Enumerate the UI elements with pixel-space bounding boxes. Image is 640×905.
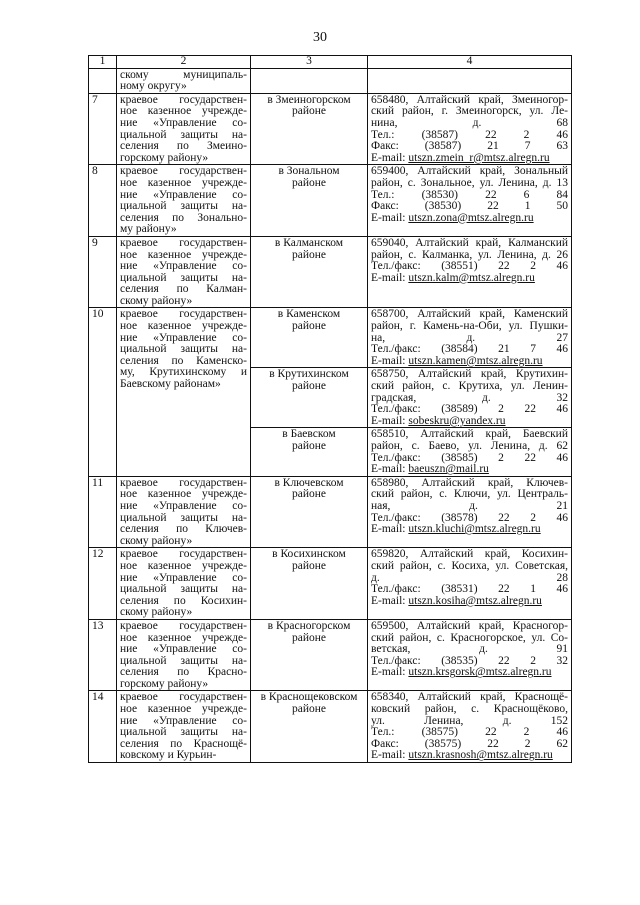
institution-name <box>117 308 251 476</box>
institution-name <box>117 691 251 763</box>
email-link[interactable]: sobeskru@yandex.ru <box>408 415 506 427</box>
row-number: 8 <box>89 165 117 237</box>
contact-line: E-mail: utszn.zona@mtsz.alregn.ru <box>371 212 534 224</box>
institution-name-line: циальной защиты на- <box>120 727 247 739</box>
column-number-2: 2 <box>117 56 251 69</box>
institutions-table <box>88 55 572 763</box>
district-name <box>251 476 368 548</box>
contact-details <box>368 476 572 548</box>
contact-line: нина, д. 68 <box>371 117 568 129</box>
table-row <box>89 619 572 691</box>
institution-name-line: скому району» <box>120 535 193 547</box>
contact-details <box>368 428 572 476</box>
contact-line: Тел./факс: (38585) 2 22 46 <box>371 452 568 464</box>
institution-name-line: ное казенное учрежде- <box>120 321 247 333</box>
contact-line: ная, д. 21 <box>371 500 568 512</box>
contact-line: E-mail: utszn.kosiha@mtsz.alregn.ru <box>371 595 542 607</box>
contact-line: E-mail: baeuszn@mail.ru <box>371 464 489 476</box>
institution-name-line: ное казенное учрежде- <box>120 489 247 501</box>
email-link[interactable]: utszn.krsgorsk@mtsz.alregn.ru <box>408 667 552 679</box>
district-name <box>251 68 368 93</box>
contact-details <box>368 165 572 237</box>
column-number-1: 1 <box>89 56 117 69</box>
district-name-line: в Косихинском <box>272 549 346 561</box>
district-name-line: районе <box>291 489 327 501</box>
institution-name-line: ковскому и Курьин- <box>120 750 217 762</box>
contact-line: ский район, с. Красногорское, ул. Со- <box>371 632 568 644</box>
district-name <box>251 619 368 691</box>
email-link[interactable]: utszn.kamen@mtsz.alregn.ru <box>408 355 543 367</box>
column-number-3: 3 <box>251 56 368 69</box>
row-number: 13 <box>89 619 117 691</box>
district-name-line: в Змеиногорском <box>267 94 351 106</box>
contact-line: E-mail: utszn.kalm@mtsz.alregn.ru <box>371 272 535 284</box>
district-name <box>251 93 368 165</box>
institution-name-line: циальной защиты на- <box>120 201 247 213</box>
email-link[interactable]: baeuszn@mail.ru <box>408 464 489 476</box>
institution-name-line: краевое государствен- <box>120 166 247 178</box>
institution-name <box>117 236 251 308</box>
institution-name-line: селения по Змеино- <box>120 141 247 153</box>
institution-name-line: циальной защиты на- <box>120 272 247 284</box>
institution-name-line: селения по Краснощё- <box>120 738 247 750</box>
district-name <box>251 428 368 476</box>
contact-line: E-mail: utszn.kluchi@mtsz.alregn.ru <box>371 524 541 536</box>
contact-line: E-mail: sobeskru@yandex.ru <box>371 415 506 427</box>
institution-name-line: скому району» <box>120 295 193 307</box>
email-link[interactable]: utszn.zona@mtsz.alregn.ru <box>408 212 534 224</box>
institution-name-line: краевое государствен- <box>120 620 247 632</box>
institution-name <box>117 93 251 165</box>
contact-line: Тел./факс: (38578) 22 2 46 <box>371 512 568 524</box>
contact-line: 659820, Алтайский край, Косихин- <box>371 549 568 561</box>
institution-name-line: му району» <box>120 224 177 236</box>
contact-line: район, с. Зональное, ул. Ленина, д. 13 <box>371 177 568 189</box>
contact-line: 658750, Алтайский край, Крутихин- <box>371 369 568 381</box>
row-number: 12 <box>89 548 117 620</box>
table-row <box>89 476 572 548</box>
institution-name-line: ние «Управление со- <box>120 261 247 273</box>
contact-line: район, с. Калманка, ул. Ленина, д. 26 <box>371 249 568 261</box>
contact-line: 659400, Алтайский край, Зональный <box>371 166 568 178</box>
institution-name <box>117 165 251 237</box>
district-name <box>251 308 368 368</box>
table-row <box>89 68 572 93</box>
district-name-line: районе <box>291 560 327 572</box>
institution-name-line: ное казенное учрежде- <box>120 632 247 644</box>
contact-line: ветская, д. 91 <box>371 644 568 656</box>
contact-line: ский район, с. Крутиха, ул. Ленин- <box>371 381 568 393</box>
district-name <box>251 368 368 428</box>
email-link[interactable]: utszn.kalm@mtsz.alregn.ru <box>408 272 535 284</box>
institution-name-line: циальной защиты на- <box>120 129 247 141</box>
institution-name-line: циальной защиты на- <box>120 344 247 356</box>
row-number <box>89 68 117 93</box>
contact-details <box>368 308 572 368</box>
institution-name-line: ное казенное учрежде- <box>120 106 247 118</box>
district-name-line: районе <box>291 704 327 716</box>
institution-name <box>117 68 251 93</box>
page-number: 30 <box>313 30 327 45</box>
table-body <box>89 68 572 762</box>
institution-name-line: ное казенное учрежде- <box>120 177 247 189</box>
district-name <box>251 691 368 763</box>
contact-line: ул. Ленина, д. 152 <box>371 715 568 727</box>
contact-line: градская, д. 32 <box>371 392 568 404</box>
institution-name-line: ние «Управление со- <box>120 572 247 584</box>
institution-name-line: циальной защиты на- <box>120 655 247 667</box>
row-number: 14 <box>89 691 117 763</box>
institution-name-line: горскому району» <box>120 152 209 164</box>
column-number-row <box>89 56 572 69</box>
institution-name-line: ние «Управление со- <box>120 644 247 656</box>
institution-name <box>117 548 251 620</box>
contact-line: Тел.: (38575) 22 2 46 <box>371 727 568 739</box>
contact-details <box>368 93 572 165</box>
institution-name-line: краевое государствен- <box>120 692 247 704</box>
institution-name-line: краевое государствен- <box>120 477 247 489</box>
contact-line: Тел./факс: (38551) 22 2 46 <box>371 261 568 273</box>
institution-name-line: селения по Зонально- <box>120 212 247 224</box>
contact-line: Тел./факс: (38531) 22 1 46 <box>371 584 568 596</box>
institution-name-line: горскому району» <box>120 678 209 690</box>
contact-line: Факс: (38587) 21 7 63 <box>371 141 568 153</box>
institution-name-line: краевое государствен- <box>120 94 247 106</box>
institution-name-line: ное казенное учрежде- <box>120 704 247 716</box>
institution-name-line: селения по Косихин- <box>120 595 247 607</box>
table-row <box>89 691 572 763</box>
district-name-line: в Красногорском <box>267 620 351 632</box>
institution-name-line: Баевскому районам» <box>120 379 221 391</box>
contact-line: Тел./факс: (38584) 21 7 46 <box>371 344 568 356</box>
email-link[interactable]: utszn.kosiha@mtsz.alregn.ru <box>408 595 542 607</box>
district-name-line: в Калманском <box>274 237 344 249</box>
table-row <box>89 165 572 237</box>
contact-details <box>368 619 572 691</box>
contact-details <box>368 691 572 763</box>
institution-name-line: ние «Управление со- <box>120 715 247 727</box>
institution-name-line: краевое государствен- <box>120 549 247 561</box>
contact-line: район, г. Камень-на-Оби, ул. Пушки- <box>371 321 568 333</box>
contact-details <box>368 548 572 620</box>
contact-line: 659040, Алтайский край, Калманский <box>371 237 568 249</box>
contact-line: Тел.: (38587) 22 2 46 <box>371 129 568 141</box>
institution-name-line: ному округу» <box>120 81 187 93</box>
district-name-line: в Краснощековском <box>260 692 358 704</box>
district-name-line: районе <box>291 632 327 644</box>
district-name-line: в Каменском <box>277 309 341 321</box>
district-name-line: районе <box>291 106 327 118</box>
district-name-line: в Зональном <box>278 166 340 178</box>
institution-name-line: селения по Ключев- <box>120 524 247 536</box>
contact-line: ковский район, с. Краснощёково, <box>371 704 568 716</box>
email-link[interactable]: utszn.zmein_r@mtsz.alregn.ru <box>408 152 550 164</box>
institution-name-line: краевое государствен- <box>120 237 247 249</box>
institution-name-line: скому району» <box>120 607 193 619</box>
district-name-line: в Крутихинском <box>269 369 349 381</box>
contact-line: 658980, Алтайский край, Ключев- <box>371 477 568 489</box>
institution-name-line: ние «Управление со- <box>120 189 247 201</box>
contact-details <box>368 368 572 428</box>
district-name-line: районе <box>291 177 327 189</box>
institution-name <box>117 619 251 691</box>
institution-name-line: ние «Управление со- <box>120 500 247 512</box>
district-name <box>251 236 368 308</box>
contact-line: E-mail: utszn.kamen@mtsz.alregn.ru <box>371 355 543 367</box>
district-name <box>251 165 368 237</box>
contact-line: 658700, Алтайский край, Каменский <box>371 309 568 321</box>
institution-name-line: ние «Управление со- <box>120 332 247 344</box>
institution-name-line: циальной защиты на- <box>120 584 247 596</box>
contact-line: д. 28 <box>371 572 568 584</box>
contact-line: 658480, Алтайский край, Змеиногор- <box>371 94 568 106</box>
row-number: 10 <box>89 308 117 476</box>
table-row <box>89 93 572 165</box>
district-name-line: в Ключевском <box>274 477 344 489</box>
district-name-line: районе <box>291 249 327 261</box>
contact-line: Тел./факс: (38589) 2 22 46 <box>371 404 568 416</box>
contact-line: ский район, г. Змеиногорск, ул. Ле- <box>371 106 568 118</box>
row-number: 7 <box>89 93 117 165</box>
contact-details <box>368 236 572 308</box>
institution-name-line: селения по Калман- <box>120 284 247 296</box>
table-row <box>89 236 572 308</box>
contact-line: Тел./факс: (38535) 22 2 32 <box>371 655 568 667</box>
contact-line: Факс: (38575) 22 2 62 <box>371 738 568 750</box>
contact-line: ский район, с. Косиха, ул. Советская, <box>371 560 568 572</box>
row-number: 9 <box>89 236 117 308</box>
institution-name-line: ние «Управление со- <box>120 117 247 129</box>
contact-line: E-mail: utszn.zmein_r@mtsz.alregn.ru <box>371 152 550 164</box>
contact-line: Тел.: (38530) 22 6 84 <box>371 189 568 201</box>
institution-name-line: селения по Каменско- <box>120 355 247 367</box>
contact-line: 658510, Алтайский край, Баевский <box>371 429 568 441</box>
institution-name-line: ное казенное учрежде- <box>120 249 247 261</box>
contact-line: 659500, Алтайский край, Красногор- <box>371 620 568 632</box>
row-number: 11 <box>89 476 117 548</box>
email-link[interactable]: utszn.krasnosh@mtsz.alregn.ru <box>408 750 553 762</box>
institution-name <box>117 476 251 548</box>
contact-line: ский район, с. Ключи, ул. Централь- <box>371 489 568 501</box>
column-number-4: 4 <box>368 56 572 69</box>
contact-line: 658340, Алтайский край, Краснощё- <box>371 692 568 704</box>
institution-name-line: краевое государствен- <box>120 309 247 321</box>
contact-line: E-mail: utszn.krsgorsk@mtsz.alregn.ru <box>371 667 552 679</box>
district-name <box>251 548 368 620</box>
institution-name-line: скому муниципаль- <box>120 69 247 81</box>
institution-name-line: ное казенное учрежде- <box>120 560 247 572</box>
table-row <box>89 548 572 620</box>
institution-name-line: циальной защиты на- <box>120 512 247 524</box>
district-name-line: районе <box>291 321 327 333</box>
table-row <box>89 308 572 368</box>
contact-line: E-mail: utszn.krasnosh@mtsz.alregn.ru <box>371 750 553 762</box>
contact-details <box>368 68 572 93</box>
district-name-line: районе <box>291 441 327 452</box>
email-link[interactable]: utszn.kluchi@mtsz.alregn.ru <box>408 524 541 536</box>
contact-line: Факс: (38530) 22 1 50 <box>371 201 568 213</box>
institution-name-line: му, Крутихинскому и <box>120 367 247 379</box>
district-name-line: в Баевском <box>282 429 336 441</box>
district-name-line: районе <box>291 381 327 393</box>
institution-name-line: селения по Красно- <box>120 667 247 679</box>
contact-line: на, д. 27 <box>371 332 568 344</box>
contact-line: район, с. Баево, ул. Ленина, д. 62 <box>371 441 568 452</box>
